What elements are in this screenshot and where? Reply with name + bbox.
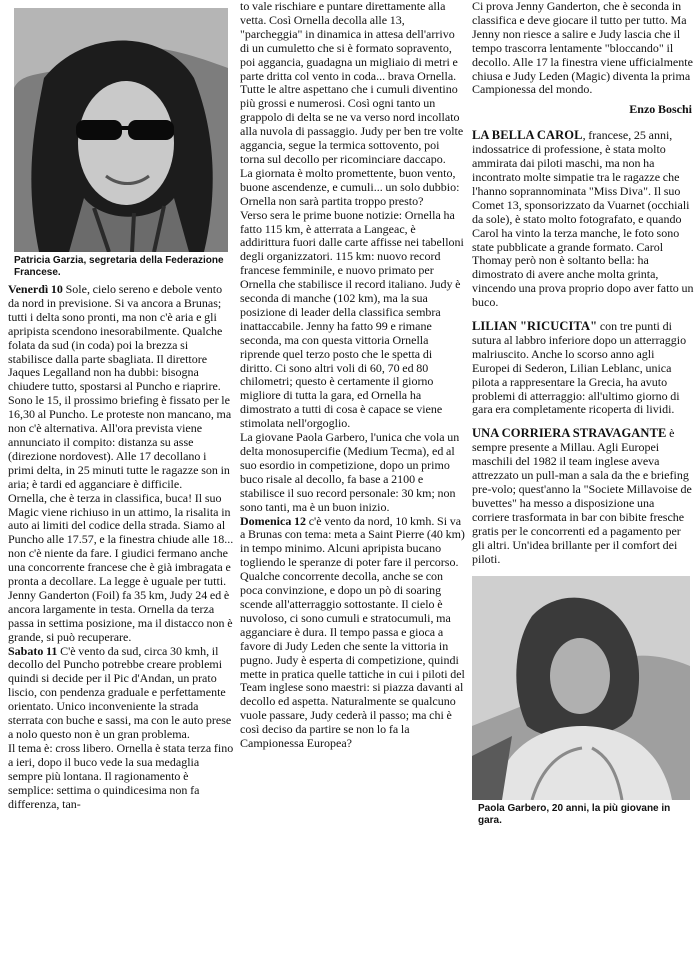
paragraph-carol: LA BELLA CAROL, francese, 25 anni, indossatrice di professione, è stata molto ammirata dai piloti maschi, ma non ha incontrato molte simpatie tra le ragazze che l'hanno soprannominata "Miss Diva". Il suo Comet 13, sponsorizzato da Vuarnet (occhiali da sole), è stato molto fotografato, e quando Carol ha vinto la terza manche, le foto sono state pubblicate a grande formato. Carol Thomay però non è soltanto bella: ha dimostrato di avere anche molta grinta, vincendo una prova proprio dopo aver fatto un buco.: [472, 128, 694, 310]
day-heading-domenica: Domenica 12: [240, 513, 307, 528]
paragraph-jenny: Ci prova Jenny Ganderton, che è seconda in classifica e deve giocare il tutto per tutto. Ma Jenny non riesce a salire e Judy lascia che il tempo trascorra lentamente "bloccando" il decollo. Alle 17 la finestra viene ufficialmente chiusa e Judy Leden (Magic) diventa la prima Campionessa del mondo.: [472, 0, 693, 97]
paragraph-giornata: La giornata è molto promettente, buon vento, buone ascendenze, e cumuli... un solo dubbio: Ornella non sarà partita troppo presto?: [240, 165, 460, 208]
column-1: [8, 0, 234, 811]
caption-paola: Paola Garbero, 20 anni, la più giovane in gara.: [478, 803, 671, 827]
author-signature: Enzo Boschi: [629, 102, 692, 117]
photo-patricia-garzia: [14, 8, 228, 252]
day-heading-sabato: Sabato 11: [8, 643, 58, 658]
paragraph-ornella-buca: Ornella, che è terza in classifica, buca! Il suo Magic viene richiuso in un attimo, la risalita in auto ai limiti del codice della strada. Siamo al Puncho alle 17.57, e la finestra chiude alle 18... non c'è niente da fare. I giudici fermano anche una concorrente francese che è già imbragata e pronta a decollare. La legge è uguale per tutti. Jenny Ganderton (Foil) fa 35 km, Judy 24 ed è ancora largamente in testa. Ornella da terza passa in settima posizione, ma il distacco non è grande, si può recuperare.: [8, 490, 234, 644]
heading-bella-carol: LA BELLA CAROL: [472, 128, 583, 143]
heading-corriera: UNA CORRIERA STRAVAGANTE: [472, 426, 667, 441]
paragraph-record: Verso sera le prime buone notizie: Ornella ha fatto 115 km, è atterrata a Langeac, è addirittura fuori dalle carte affisse nei tabelloni degli organizzatori. 115 km: nuovo record francese femminile, e nuovo primato per Ornella che stabilisce il record italiano. Judy è seconda di manche (102 km), ma la sua posizione di leader della classifica sembra inattaccabile. Jenny ha fatto 99 e rimane seconda, ma con questa vittoria Ornella riprende quel terzo posto che le spetta di diritto. Ci sono altri voli di 60, 70 ed 80 chilometri; questo è certamente il giorno migliore di tutta la gara, ed Ornella ha dimostrato a tutti di cosa è capace se viene stimolata nell'orgoglio.: [240, 207, 464, 431]
paragraph-lilian: LILIAN "RICUCITA" con tre punti di sutura al labbro inferiore dopo un atterraggio malriuscito. Anche lo scorso anno agli Europei di Sederon, Lilian Leblanc, unica pilota a rappresentare la Grecia, ha avuto problemi di atterraggio: all'ultimo giorno di gara era completamente ricoperta di lividi.: [472, 319, 687, 417]
paragraph-domenica: Domenica 12 c'è vento da nord, 10 kmh. Si va a Brunas con tema: meta a Saint Pierre (40 km) in tempo minimo. Alcuni apripista bucano togliendo le speranze di poter fare il percorso. Qualche concorrente decolla, anche se con poca convinzione, e dopo un pò di soaring scende all'atterraggio sottostante. Il cielo è nuvoloso, ci sono cumuli e stratocumuli, ma agganciare è dura. Il tempo passa e gioca a favore di Judy Leden che sente la vittoria in pugno. Judy è esperta di competizione, quindi mette in pratica quelle tattiche in cui i piloti del Team inglese sono maestri: si piazza davanti al decollo ed aspetta. Naturalmente se qualcuno vuole passare, Judy cederà il passo; ma chi è così deciso da partire se non lo fa la Campionessa Europea?: [240, 513, 465, 751]
heading-lilian: LILIAN "RICUCITA": [472, 319, 598, 334]
caption-patricia: Patricia Garzia, segretaria della Federazione Francese.: [14, 255, 224, 278]
paragraph-cumuli: Tutte le altre aspettano che i cumuli diventino più grossi e numerosi. Così ogni tanto un grappolo di delta se ne va verso nord incollato alla nuvola di passaggio. Judy per ben tre volte aggancia, segue la termica sottovento, poi torna sul decollo per ricominciare daccapo.: [240, 82, 464, 166]
paragraph-corriera: UNA CORRIERA STRAVAGANTE è sempre presente a Millau. Agli Europei maschili del 1982 il team inglese aveva attrezzato un pull-man a sala da the e briefing pre-volo; quest'anno la "Societe Millavoise de buvettes" ha messo a disposizione una corriere trasformata in bar con bibite fresche gratis per le concorrenti ed a pagamento per gli altri. Un'idea brillante per il comfort dei piloti.: [472, 426, 692, 566]
paragraph-sabato: Sabato 11 C'è vento da sud, circa 30 kmh, il decollo del Puncho potrebbe creare problemi quindi si decide per il Pic d'Andan, un prato liscio, con pendenza graduale e perfettamente orientato. Unico inconveniente la strada sterrata con buche e sassi, ma con le auto prese a nolo questo non è un gran problema.: [8, 643, 232, 741]
photo-paola-garbero: [472, 576, 690, 800]
day-heading-venerdi: Venerdì 10: [8, 282, 63, 296]
column-3: [472, 0, 694, 831]
paragraph-tema-cross: Il tema è: cross libero. Ornella è stata terza fino a ieri, dopo il buco vede la sua medaglia sempre più lontana. Il ragionamento è semplice: settima o quindicesima non fa differenza, tan-: [8, 740, 234, 811]
paragraph-venerdi: Venerdì 10 Sole, cielo sereno e debole vento da nord in previsione. Si va ancora a Brunas; tutti i delta sono pronti, ma non c'è aria e gli apripista scendono inesorabilmente. Qualche folata da sud (in coda) poi la brezza si stabilisce dalla parte sbagliata. Il direttore Jaques Legalland non ha dubbi: bisogna chiudere tutto, spostarsi al Puncho e riaprire. Sono le 15, il prossimo briefing è fissato per le 16,30 al Puncho. Le proteste non mancano, ma non c'è alternativa. All'ora prevista viene annunciato il compito: distanza su asse (direzione nordovest). Alle 17 decollano i primi delta, in 25 minuti tutte le ragazze son in aria; è tardi ed agganciare è difficile.: [8, 282, 232, 491]
paragraph-vetta: to vale rischiare e puntare direttamente alla vetta. Così Ornella decolla alle 13, "parcheggia" in dinamica in attesa dell'arrivo di un cumuletto che si è formato sopravento, poi aggancia, guadagna un migliaio di metri e parte dritta col vento in coda... brava Ornella.: [240, 0, 458, 83]
paragraph-paola: La giovane Paola Garbero, l'unica che vola un delta monosupercifie (Medium Tecma), ed al suo esordio in competizione, dopo un primo buco risale al decollo, fa base a 2100 e stabilisce il suo record personale: 30 km; non sono tanti, ma è un buon inizio.: [240, 430, 460, 514]
column-2: [240, 0, 466, 751]
